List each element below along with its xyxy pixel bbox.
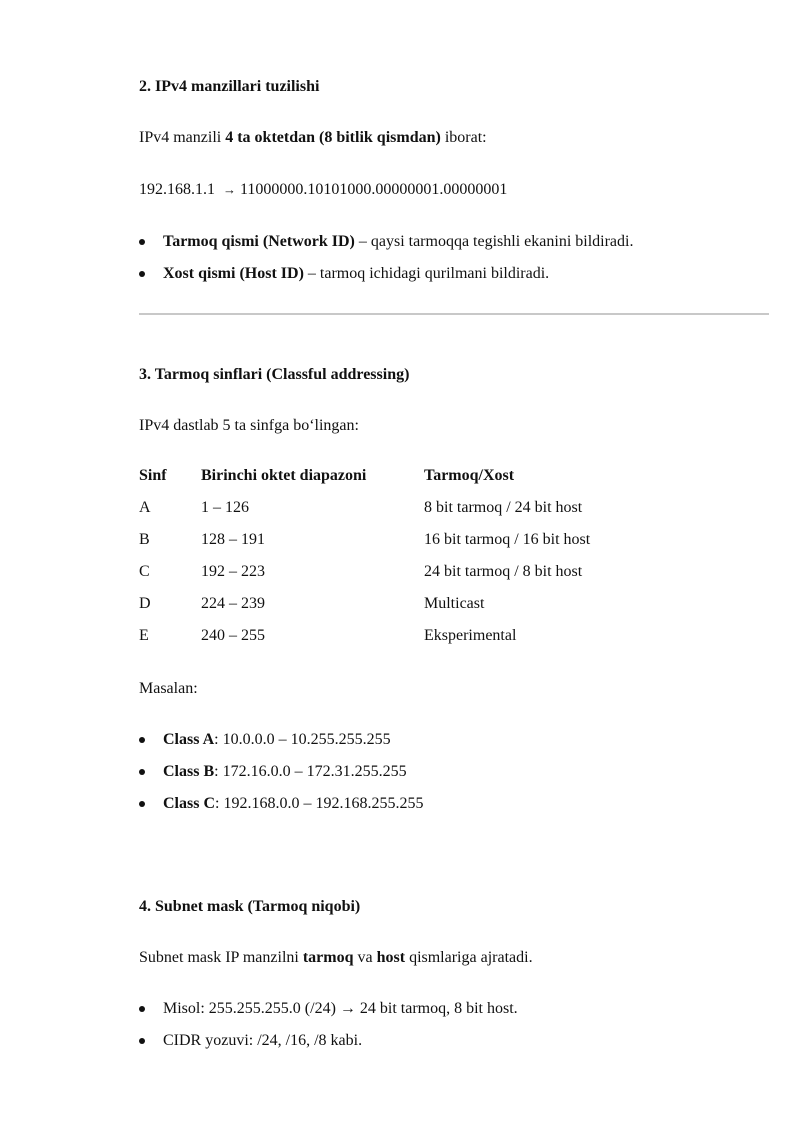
list-item-text: Class A: 10.0.0.0 – 10.255.255.255 [163,731,391,748]
table-cell: 240 – 255 [201,627,265,644]
ip-binary-example [139,180,507,200]
table-cell: A [139,499,151,516]
table-cell: 1 – 126 [201,499,249,516]
table-header-row [139,466,769,498]
list-item-text: CIDR yozuvi: /24, /16, /8 kabi. [163,1032,363,1049]
table-row [139,498,769,530]
list-item-text: Misol: 255.255.255.0 (/24) → 24 bit tarmoq, 8 bit host. [163,1000,518,1017]
table-cell: C [139,563,150,580]
table-row [139,530,769,562]
section-4-heading: 4. Subnet mask (Tarmoq niqobi) [139,898,361,915]
bullet-icon [139,239,145,245]
section-3-heading: 3. Tarmoq sinflari (Classful addressing) [139,366,410,383]
table-cell: 24 bit tarmoq / 8 bit host [424,563,583,580]
table-row [139,626,769,658]
table-cell: Multicast [424,595,485,612]
bullet-icon [139,769,145,775]
horizontal-divider [139,313,769,315]
section-4-intro: Subnet mask IP manzilni tarmoq va host qismlariga ajratadi. [139,949,533,966]
table-cell: 224 – 239 [201,595,265,612]
bullet-icon [139,271,145,277]
bullet-icon [139,1006,145,1012]
table-header-cell: Sinf [139,467,167,484]
table-cell: 128 – 191 [201,531,265,548]
section-2-intro: IPv4 manzili 4 ta oktetdan (8 bitlik qismdan) iborat: [139,129,487,146]
section-3-intro: IPv4 dastlab 5 ta sinfga bo‘lingan: [139,417,359,434]
list-item-text: Class B: 172.16.0.0 – 172.31.255.255 [163,763,407,780]
table-cell: Eksperimental [424,627,517,644]
classes-table [139,466,769,658]
document-page [139,0,769,1131]
table-row [139,594,769,626]
arrow-icon: → [223,182,236,197]
table-cell: 8 bit tarmoq / 24 bit host [424,499,583,516]
table-cell: 16 bit tarmoq / 16 bit host [424,531,591,548]
table-cell: 192 – 223 [201,563,265,580]
list-item-text: Class C: 192.168.0.0 – 192.168.255.255 [163,795,424,812]
bullet-icon [139,737,145,743]
table-cell: B [139,531,150,548]
example-binary: 11000000.10101000.00000001.00000001 [240,181,508,198]
section-2-heading: 2. IPv4 manzillari tuzilishi [139,78,320,95]
table-cell: E [139,627,149,644]
bullet-icon [139,801,145,807]
table-cell: D [139,595,151,612]
example-label: Masalan: [139,680,198,697]
list-item-text: Tarmoq qismi (Network ID) – qaysi tarmoqqa tegishli ekanini bildiradi. [163,233,634,250]
table-row [139,562,769,594]
example-ip: 192.168.1.1 [139,181,215,198]
bullet-icon [139,1038,145,1044]
table-header-cell: Tarmoq/Xost [424,467,515,484]
table-header-cell: Birinchi oktet diapazoni [201,467,367,484]
list-item-text: Xost qismi (Host ID) – tarmoq ichidagi qurilmani bildiradi. [163,265,550,282]
